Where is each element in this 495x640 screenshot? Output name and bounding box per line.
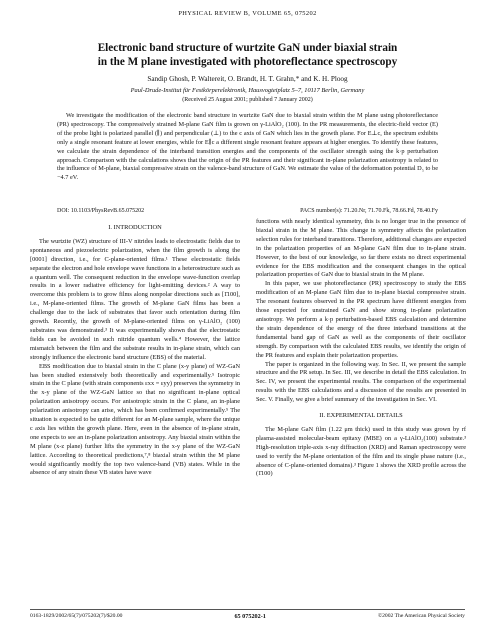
left-column xyxy=(30,222,240,478)
doi-pacs-line xyxy=(57,208,438,214)
paragraph: In this paper, we use photoreflectance (PR) spectroscopy to study the EBS modification of an M-plane GaN film due to in-plane biaxial compressive strain. The resonant features observed in the PR spectrum have different energies from those expected for unstrained GaN and show strong in-plane polarization anisotropy. We perform a k·p perturbation-based EBS calculation and determine the strain dependence of the energy of the three interband transitions at the fundamental band gap of GaN as well as the components of their oscillator strength. By comparison with the calculated EBS results, we identify the origin of the PR features and explain their polarization properties. xyxy=(256,280,466,359)
paper-title xyxy=(30,41,465,69)
paragraph: EBS modification due to biaxial strain in the C plane (x-y plane) of WZ-GaN has been studied extensively both theoretically and experimentally.⁵ Isotropic strain in the C plane (with strain components εxx = εyy) preserves the symmetry in the x-y plane of the WZ-GaN lattice so that no significant in-plane optical polarization anisotropy occurs. For anisotropic strain in the C plane, an in-plane polarization anisotropy can arise, which has been confirmed experimentally.⁵ The situation is expected to be quite different for an M-plane sample, where the unique c axis lies within the growth plane. Here, even in the absence of in-plane strain, one expects to see an in-plane polarization anisotropy. Any biaxial strain within the M plane (x-z plane) further lifts the symmetry in the x-y plane of the WZ-GaN lattice. According to theoretical predictions,⁷,⁸ biaxial strain within the M plane would significantly modify the top two valence-band (VB) states. While in the absence of any strain these VB states have wave xyxy=(30,362,240,477)
footer-copyright: ©2002 The American Physical Society xyxy=(377,613,465,619)
paragraph: The paper is organized in the following way. In Sec. II, we present the sample structure and the PR setup. In Sec. III, we describe in detail the EBS calculation. In Sec. IV, we present the experimental results. The comparison of the experimental results with the EBS calculations and a discussion of the results are presented in Sec. V. Finally, we give a brief summary of the investigation in Sec. VI. xyxy=(256,360,466,404)
paragraph: functions with nearly identical symmetry, this is no longer true in the presence of biaxial strain in the M plane. This change in symmetry affects the polarization selection rules for interband transitions. Therefore, additional changes are expected in the polarization properties of an M-plane GaN film due to in-plane strain. However, to the best of our knowledge, so far there exists no direct experimental evidence for the EBS modification and the consequent changes in the optical polarization properties of GaN due to biaxial strain in the M plane. xyxy=(256,218,466,279)
doi-link[interactable]: DOI: 10.1103/PhysRevB.65.075202 xyxy=(57,208,145,214)
right-column xyxy=(256,218,466,479)
paragraph: The M-plane GaN film (1.22 μm thick) used in this study was grown by rf plasma-assisted molecular-beam epitaxy (MBE) on a γ-LiAlO₂(100) substrate.³ High-resolution triple-axis x-ray diffraction (XRD) and Raman spectroscopy were used to verify the M-plane orientation of the film and its single phase nature (i.e., absence of C-plane-oriented domains).³ Figure 1 shows the XRD profile across the (1̄100) xyxy=(256,425,466,478)
abstract-text: We investigate the modification of the electronic band structure in wurtzite GaN due to biaxial strain within the M plane using photoreflectance (PR) spectroscopy. The compressively strained M-plane GaN film is grown on γ-LiAlO₂ (100). In the PR measurements, the electric-field vector (E) of the probe light is polarized parallel (∥) and perpendicular (⊥) to the c axis of GaN which lies in the growth plane. For E⊥c, the spectrum exhibits only a single resonant feature at lower energies, while for E∥c a different single resonant feature appears at higher energies. To identify these features, we calculate the strain dependence of the interband transition energies and the components of the oscillator strength using the k·p perturbation approach. Comparison with the calculations shows that the origin of the PR features and their significant in-plane polarization anisotropy is related to the influence of M-plane, biaxial compressive strain on the valence-band structure of GaN. We estimate the value of the deformation potential D₅ to be −4.7 eV. xyxy=(57,112,438,182)
pacs-numbers: PACS number(s): 71.20.Nr, 71.70.Fk, 78.66.Fd, 78.40.Fy xyxy=(300,208,438,214)
footer-page-number: 65 075202-1 xyxy=(234,613,266,620)
footer-issn: 0163-1829/2002/65(7)/075202(7)/$20.00 xyxy=(30,613,123,619)
received-date: (Received 25 August 2001; published 7 January 2002) xyxy=(182,97,313,103)
section-heading-experimental: II. EXPERIMENTAL DETAILS xyxy=(319,412,403,420)
paragraph: The wurtzite (WZ) structure of III-V nitrides leads to electrostatic fields due to spontaneous and piezoelectric polarization, when the film growth is along the [0001] direction, i.e., for C-plane-oriented films.¹ These electrostatic fields separate the electron and hole envelope wave functions in a heterostructure such as a quantum well. The consequent reduction in the envelope wave-function overlap results in a lower radiative efficiency for light-emitting devices.² A way to overcome this problem is to grow films along nonpolar directions such as [1̄100], i.e., M-plane-oriented films. The growth of M-plane GaN films has been a challenge due to the lack of substrates that favor such orientation during film growth. Recently, the growth of M-plane-oriented films on γ-LiAlO₂ (100) substrates was demonstrated.³ It was experimentally shown that the electrostatic fields can be avoided in such nitride quantum wells.⁴ However, the lattice mismatch between the film and the substrate results in in-plane strain, which can strongly influence the electronic band structure (EBS) of the material. xyxy=(30,237,240,361)
section-heading-introduction: I. INTRODUCTION xyxy=(108,224,162,231)
author-list: Sandip Ghosh, P. Waltereit, O. Brandt, H. T. Grahn,* and K. H. Ploog xyxy=(147,75,348,83)
affiliation: Paul-Drude-Institut für Festkörperelektronik, Hausvogteiplatz 5–7, 10117 Berlin, Germany xyxy=(130,87,365,94)
journal-header: PHYSICAL REVIEW B, VOLUME 65, 075202 xyxy=(178,10,317,17)
page-footer xyxy=(30,609,465,620)
title-line-1: Electronic band structure of wurtzite GaN under biaxial strain xyxy=(97,42,398,54)
title-line-2: in the M plane investigated with photoreflectance spectroscopy xyxy=(97,56,398,68)
abstract xyxy=(57,112,438,183)
